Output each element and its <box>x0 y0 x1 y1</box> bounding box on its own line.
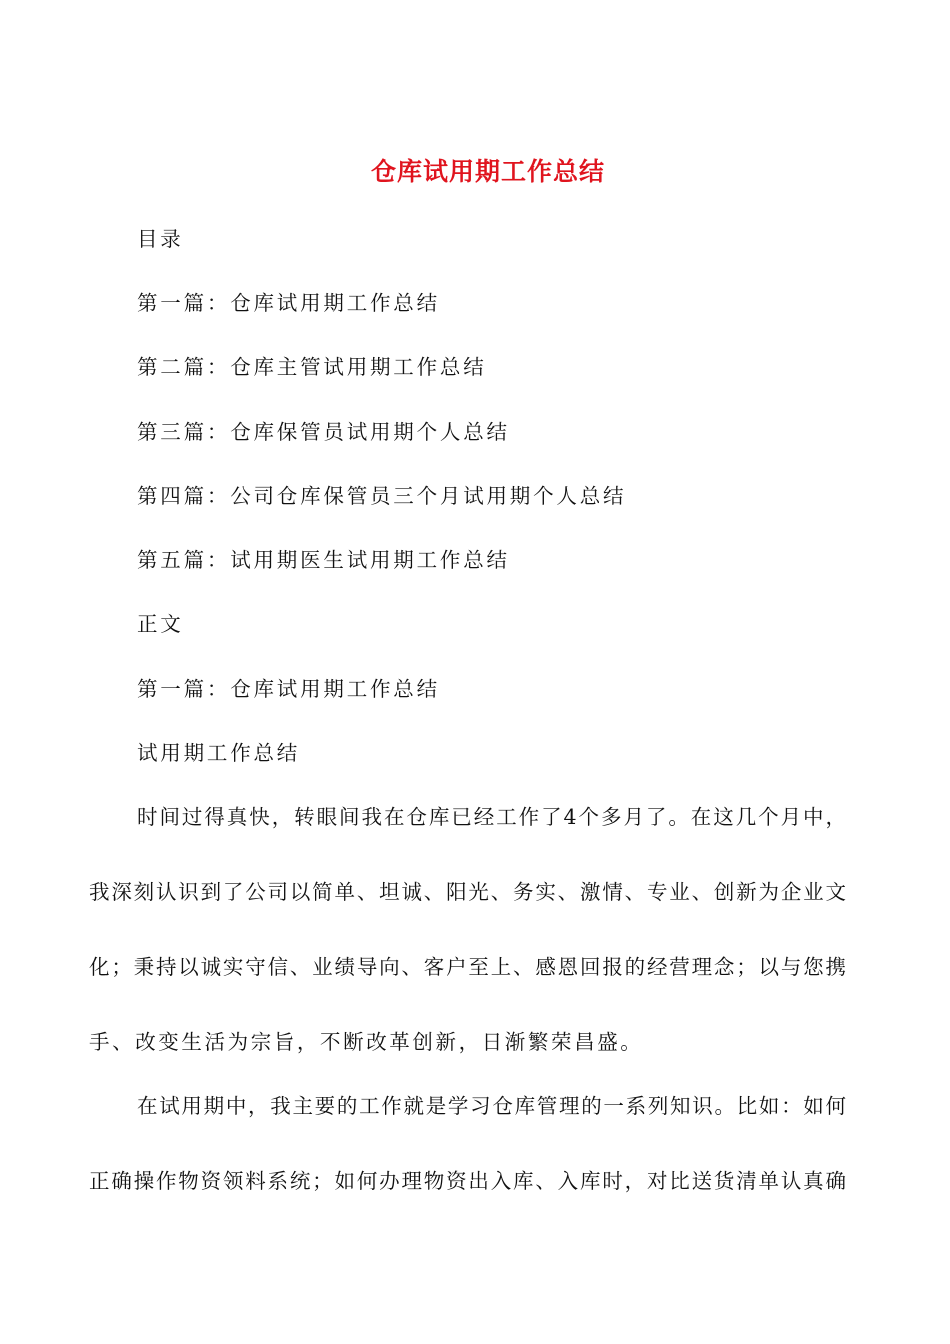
paragraph-1-line-4: 手、改变生活为宗旨，不断改革创新，日渐繁荣昌盛。 <box>89 1030 644 1054</box>
document-title: 仓库试用期工作总结 <box>370 157 605 186</box>
body-heading: 正文 <box>137 612 184 636</box>
toc-item-4: 第四篇：公司仓库保管员三个月试用期个人总结 <box>137 484 627 508</box>
toc-item-3: 第三篇：仓库保管员试用期个人总结 <box>137 420 510 444</box>
paragraph-1-line-2: 我深刻认识到了公司以简单、坦诚、阳光、务实、激情、专业、创新为企业文 <box>89 880 847 904</box>
paragraph-2-line-2: 正确操作物资领料系统；如何办理物资出入库、入库时，对比送货清单认真确 <box>89 1169 847 1193</box>
paragraph-1-line-1: 时间过得真快，转眼间我在仓库已经工作了4个多月了。在这几个月中， <box>137 805 847 829</box>
toc-item-2: 第二篇：仓库主管试用期工作总结 <box>137 355 487 379</box>
toc-heading: 目录 <box>137 227 184 251</box>
subsection-title: 试用期工作总结 <box>137 741 301 765</box>
section-title: 第一篇：仓库试用期工作总结 <box>137 677 440 701</box>
toc-item-1: 第一篇：仓库试用期工作总结 <box>137 291 440 315</box>
toc-item-5: 第五篇：试用期医生试用期工作总结 <box>137 548 510 572</box>
paragraph-1-line-3: 化；秉持以诚实守信、业绩导向、客户至上、感恩回报的经营理念；以与您携 <box>89 955 847 979</box>
paragraph-2-line-1: 在试用期中，我主要的工作就是学习仓库管理的一系列知识。比如：如何 <box>137 1094 847 1118</box>
